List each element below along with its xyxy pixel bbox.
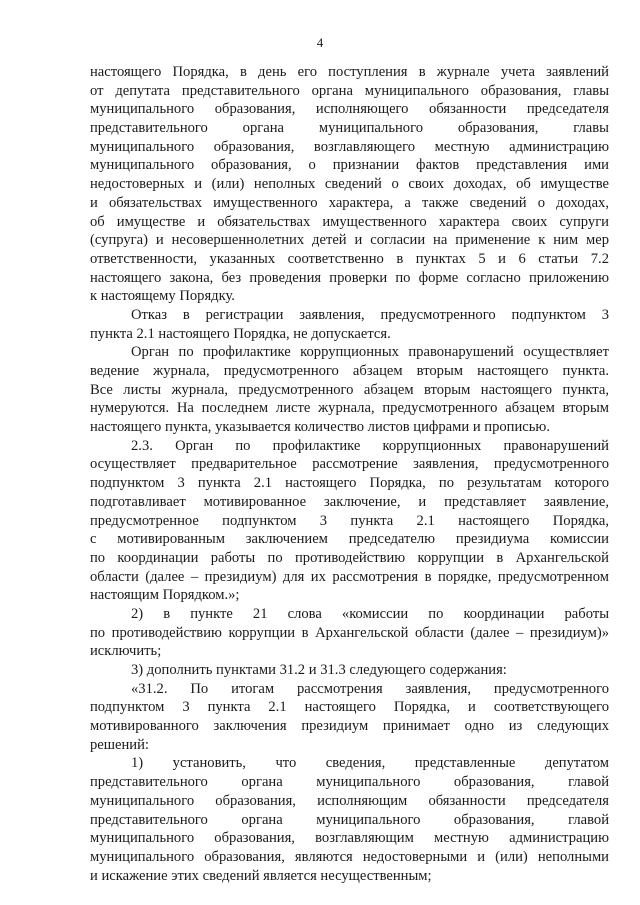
text-line: Отказ в регистрации заявления, предусмотренного подпунктом 3: [131, 306, 609, 323]
text-line: мотивированного заключения президиум принимает одно из следующих: [90, 718, 609, 735]
text-line: осуществляет предварительное рассмотрение заявления, предусмотренного: [90, 456, 609, 473]
text-line: 3) дополнить пунктами 31.2 и 31.3 следующего содержания:: [131, 662, 507, 678]
text-line: и обязательствах имущественного характера, а также сведений о доходах,: [90, 194, 609, 211]
text-line: нумеруются. На последнем листе журнала, предусмотренного абзацем вторым: [90, 400, 609, 417]
text-line: с мотивированным заключением председателю президиума комиссии: [90, 531, 609, 548]
text-line: настоящего пункта, указывается количество листов цифрами и прописью.: [90, 419, 550, 436]
text-line: об имуществе и обязательствах имущественного характера своих супруги: [90, 213, 609, 230]
text-line: подпунктом 3 пункта 2.1 настоящего Порядка, и соответствующего: [90, 699, 609, 716]
text-line: ответственности, указанных соответственно в пунктах 5 и 6 статьи 7.2: [90, 250, 609, 267]
text-line: муниципального образования, исполняющего обязанности председателя: [90, 101, 609, 118]
text-line: муниципального образования, о признании фактов представления ими: [90, 157, 609, 174]
text-line: настоящего Порядка, в день его поступления в журнале учета заявлений: [90, 64, 609, 80]
text-line: 2.3. Орган по профилактике коррупционных правонарушений: [131, 437, 609, 454]
text-line: Все листы журнала, предусмотренного абзацем вторым настоящего пункта,: [90, 381, 609, 398]
text-line: представительного органа муниципального образования, главы: [90, 120, 609, 137]
text-line: Орган по профилактике коррупционных правонарушений осуществляет: [131, 344, 609, 361]
text-line: предусмотренное подпунктом 3 пункта 2.1 настоящего Порядка,: [90, 512, 609, 529]
text-line: к настоящему Порядку.: [90, 288, 235, 305]
text-line: исключить;: [90, 643, 162, 660]
text-line: муниципального образования, возглавляющего местную администрацию: [90, 138, 609, 155]
text-line: от депутата представительного органа муниципального образования, главы: [90, 82, 609, 99]
document-body: [90, 63, 609, 885]
text-line: муниципального образования, являются недостоверными и (или) неполными: [90, 848, 609, 865]
text-line: «31.2. По итогам рассмотрения заявления, предусмотренного: [131, 680, 609, 697]
text-line: по противодействию коррупции в Архангельской области (далее – президиум)»: [90, 624, 609, 641]
text-line: муниципального образования, исполняющим обязанности председателя: [90, 792, 609, 809]
text-line: 2) в пункте 21 слова «комиссии по координации работы: [131, 605, 609, 622]
text-line: по координации работы по противодействию коррупции в Архангельской: [90, 549, 609, 566]
text-line: настоящего закона, без проведения проверки по форме согласно приложению: [90, 269, 609, 286]
text-line: подпунктом 3 пункта 2.1 настоящего Порядка, по результатам которого: [90, 475, 609, 492]
text-line: муниципального образования, возглавляющим местную администрацию: [90, 830, 609, 847]
text-line: (супруга) и несовершеннолетних детей и согласии на применение к ним мер: [90, 232, 609, 249]
text-line: недостоверных и (или) неполных сведений о своих доходах, об имуществе: [90, 176, 609, 193]
text-line: области (далее – президиум) для их рассмотрения в порядке, предусмотренном: [90, 568, 609, 585]
text-line: подготавливает мотивированное заключение, и представляет заявление,: [90, 493, 609, 510]
text-line: представительного органа муниципального образования, главой: [90, 811, 609, 828]
text-line: пункта 2.1 настоящего Порядка, не допускается.: [90, 325, 391, 342]
page-number: 4: [316, 35, 324, 50]
text-line: представительного органа муниципального образования, главой: [90, 774, 609, 791]
text-line: настоящим Порядком.»;: [90, 587, 240, 604]
text-line: 1) установить, что сведения, представленные депутатом: [131, 755, 609, 772]
text-line: решений:: [90, 736, 149, 753]
text-line: и искажение этих сведений является несущественным;: [90, 867, 432, 884]
text-line: ведение журнала, предусмотренного абзацем вторым настоящего пункта.: [90, 363, 609, 379]
